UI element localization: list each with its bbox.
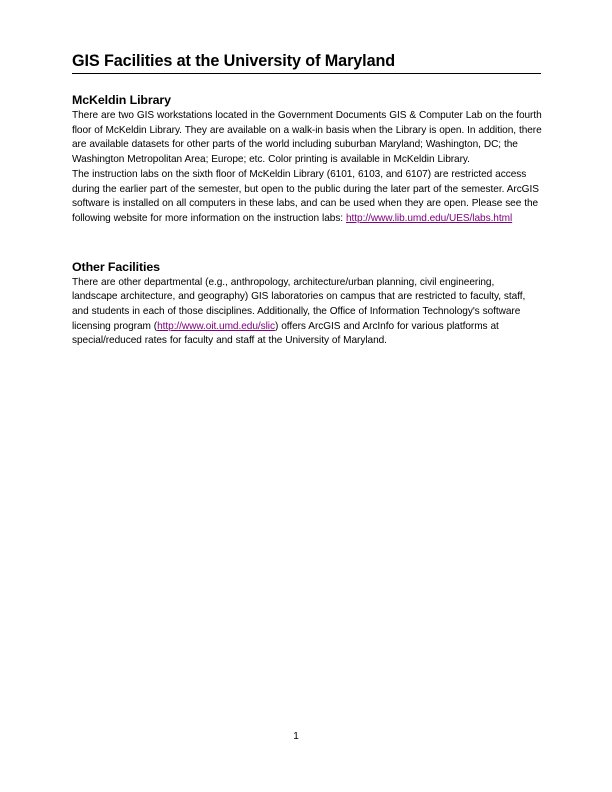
section-heading-mckeldin-library: McKeldin Library xyxy=(72,93,171,107)
other-facilities-text-before-link: There are other departmental (e.g., anthropology, architecture/urban planning, civil engineering, landscape architecture, and geography) GIS laboratories on campus that are restricted to faculty, staff, and students in each of those disciplines. Additionally, the Office of Information Technology's software licensing program ( xyxy=(72,276,526,332)
page-title: GIS Facilities at the University of Maryland xyxy=(72,52,396,70)
software-licensing-link[interactable]: http://www.oit.umd.edu/slic xyxy=(157,320,275,332)
page-content xyxy=(72,50,542,349)
other-facilities-text-after-link: ) offers ArcGIS and ArcInfo for various platforms at special/reduced rates for faculty and staff at the University of Maryland. xyxy=(72,320,499,347)
section-heading-other-facilities: Other Facilities xyxy=(72,259,160,274)
page-number: 1 xyxy=(293,731,299,742)
instruction-labs-text: The instruction labs on the sixth floor of McKeldin Library (6101, 6103, and 6107) are restricted access during the earlier part of the semester, but open to the public during the later part of the semester. ArcGIS software is installed on all computers in these labs, and can be used when they are open. Please see the following website for more information on the instruction labs: xyxy=(72,168,539,224)
mckeldin-paragraph-workstations: There are two GIS workstations located in the Government Documents GIS & Computer Lab on the fourth floor of McKeldin Library. They are available on a walk-in basis when the Library is open. In addition, there are available datasets for other parts of the world including suburban Maryland; Washington, DC; the Washington Metropolitan Area; Europe; etc. Color printing is available in McKeldin Library. xyxy=(72,110,542,166)
mckeldin-paragraph-instruction-labs xyxy=(72,168,542,227)
title-underline-rule xyxy=(72,73,541,74)
instruction-labs-link[interactable]: http://www.lib.umd.edu/UES/labs.html xyxy=(346,212,513,224)
other-facilities-paragraph xyxy=(72,276,542,350)
